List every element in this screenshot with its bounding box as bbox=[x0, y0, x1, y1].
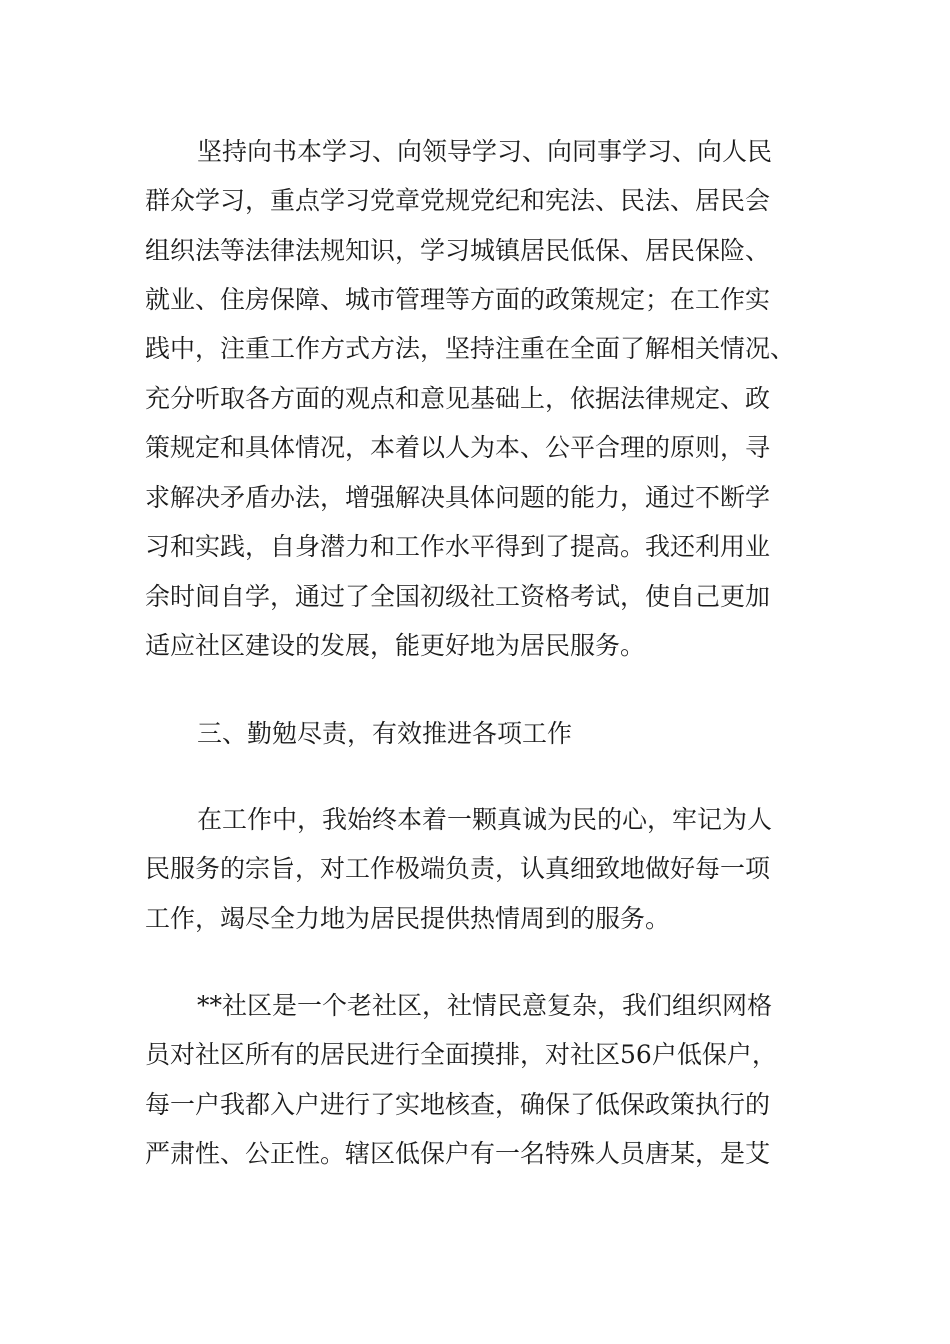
paragraph-1-line-6: 充分听取各方面的观点和意见基础上，依据法律规定、政 bbox=[145, 384, 771, 413]
paragraph-1-line-5: 践中，注重工作方式方法，坚持注重在全面了解相关情况、 bbox=[145, 334, 796, 363]
paragraph-3-line-4: 严肃性、公正性。辖区低保户有一名特殊人员唐某，是艾 bbox=[145, 1139, 771, 1168]
paragraph-1-line-7: 策规定和具体情况，本着以人为本、公平合理的原则，寻 bbox=[145, 433, 771, 462]
paragraph-1-line-10: 余时间自学，通过了全国初级社工资格考试，使自己更加 bbox=[145, 582, 771, 611]
paragraph-1-line-3: 组织法等法律法规知识，学习城镇居民低保、居民保险、 bbox=[145, 236, 771, 265]
paragraph-1-line-9: 习和实践，自身潜力和工作水平得到了提高。我还利用业 bbox=[145, 532, 771, 561]
paragraph-1-line-4: 就业、住房保障、城市管理等方面的政策规定；在工作实 bbox=[145, 285, 771, 314]
paragraph-2-line-3: 工作，竭尽全力地为居民提供热情周到的服务。 bbox=[145, 904, 671, 933]
paragraph-3-line-2: 员对社区所有的居民进行全面摸排，对社区56户低保户， bbox=[145, 1040, 777, 1069]
paragraph-1-line-2: 群众学习，重点学习党章党规党纪和宪法、民法、居民会 bbox=[145, 186, 771, 215]
paragraph-1-line-11: 适应社区建设的发展，能更好地为居民服务。 bbox=[145, 631, 646, 660]
paragraph-3-line-1: **社区是一个老社区，社情民意复杂，我们组织网格 bbox=[197, 991, 773, 1020]
paragraph-1-line-8: 求解决矛盾办法，增强解决具体问题的能力，通过不断学 bbox=[145, 483, 771, 512]
paragraph-2-line-2: 民服务的宗旨，对工作极端负责，认真细致地做好每一项 bbox=[145, 854, 771, 883]
section-heading: 三、勤勉尽责，有效推进各项工作 bbox=[197, 719, 573, 748]
paragraph-2-line-1: 在工作中，我始终本着一颗真诚为民的心，牢记为人 bbox=[197, 805, 773, 834]
paragraph-1-line-1: 坚持向书本学习、向领导学习、向同事学习、向人民 bbox=[197, 137, 773, 166]
paragraph-3-line-3: 每一户我都入户进行了实地核查，确保了低保政策执行的 bbox=[145, 1090, 771, 1119]
